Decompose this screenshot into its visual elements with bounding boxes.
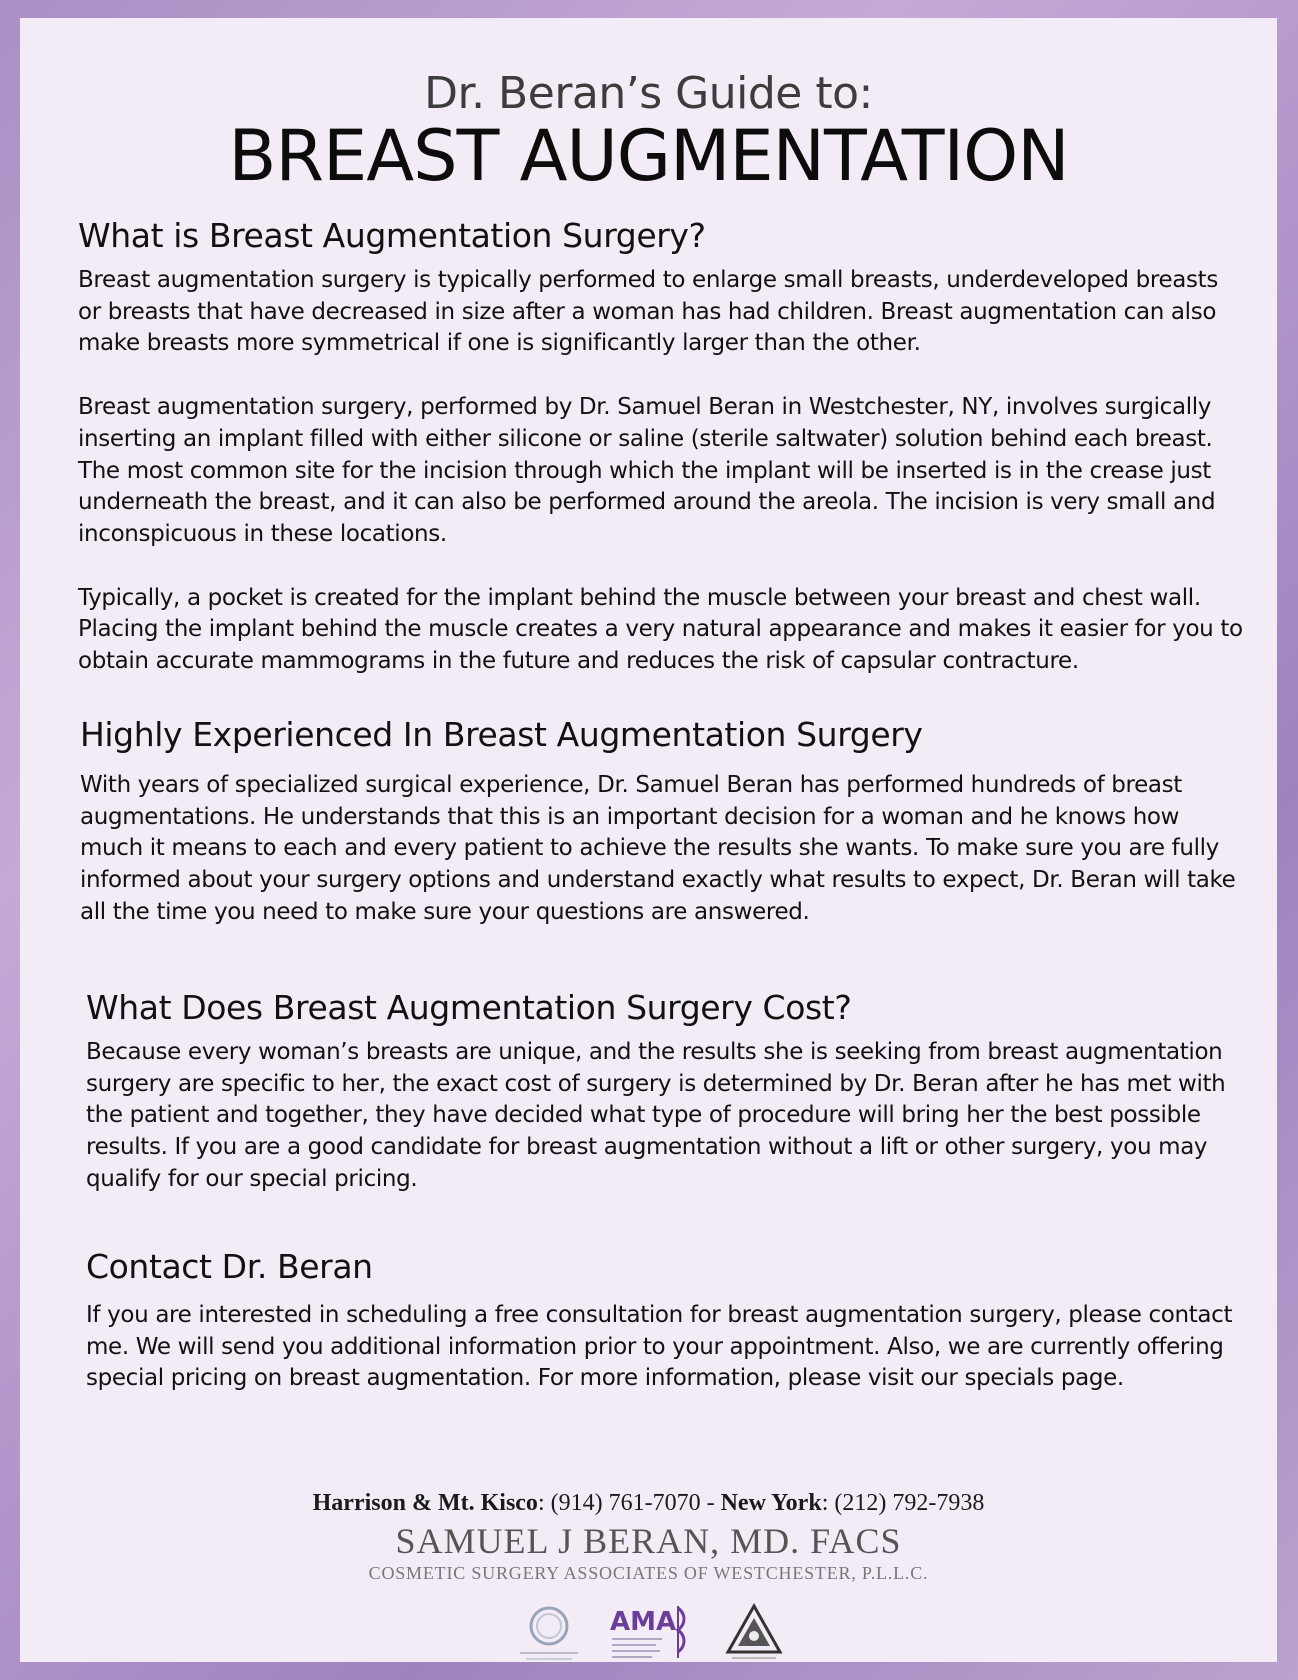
section-heading: What is Breast Augmentation Surgery? <box>78 216 706 255</box>
section-paragraph: If you are interested in scheduling a free consultation for breast augmentation surgery, please contact me. We will send you additional information prior to your appointment. Also, we are currently offering special pricing on breast augmentation. For more information, please visit our specials page. <box>86 1302 1233 1392</box>
circle-logo-icon <box>514 1602 584 1664</box>
document-page <box>20 18 1277 1662</box>
section-experience <box>80 715 1247 929</box>
section-heading: Contact Dr. Beran <box>86 1247 373 1286</box>
phone-new-york: : (212) 792-7938 <box>821 1490 985 1516</box>
section-paragraph: Because every woman’s breasts are unique, and the results she is seeking from breast augmentation surgery are specific to her, the exact cost of surgery is determined by Dr. Beran after he has met with the patient and together, they have decided what type of procedure will bring her the best possible results. If you are a good candidate for breast augmentation without a lift or other surgery, you may qualify for our special pricing. <box>86 1039 1226 1192</box>
page-title: BREAST AUGMENTATION <box>228 115 1069 198</box>
ama-logo <box>606 1602 702 1664</box>
section-paragraph: Breast augmentation surgery, performed by Dr. Samuel Beran in Westchester, NY, involves surgically inserting an implant filled with either silicone or saline (sterile saltwater) solution behind each breast. The most common site for the incision through which the implant will be inserted is in the crease just underneath the breast, and it can also be performed around the areola. The incision is very small and inconspicuous in these locations. <box>78 394 1216 547</box>
section-paragraph: Typically, a pocket is created for the implant behind the muscle between your breast and chest wall. Placing the implant behind the muscle creates a very natural appearance and makes it easier for you to obtain accurate mammograms in the future and reduces the risk of capsular contracture. <box>78 584 1243 675</box>
section-paragraph: With years of specialized surgical experience, Dr. Samuel Beran has performed hundreds of breast augmentations. He understands that this is an important decision for a woman and he knows how much it means to each and every patient to achieve the results she wants. To make sure you are fully informed about your surgery options and understand exactly what results to expect, Dr. Beran will take all the time you need to make sure your questions are answered. <box>80 772 1236 925</box>
location-new-york: New York <box>720 1490 822 1516</box>
section-cost <box>86 988 1247 1196</box>
practice-name: COSMETIC SURGERY ASSOCIATES OF WESTCHESTER, P.L.L.C. <box>368 1562 929 1583</box>
accreditation-logos <box>20 1594 1277 1664</box>
surgeon-name: SAMUEL J BERAN, MD. FACS <box>395 1521 902 1561</box>
phone-harrison: : (914) 761-7070 - <box>537 1490 721 1516</box>
section-heading: Highly Experienced In Breast Augmentation Surgery <box>80 715 923 754</box>
section-heading: What Does Breast Augmentation Surgery Cost? <box>86 988 852 1027</box>
guide-subtitle: Dr. Beran’s Guide to: <box>424 68 873 119</box>
document-header <box>20 18 1277 198</box>
document-footer <box>20 1490 1277 1664</box>
location-harrison: Harrison & Mt. Kisco <box>312 1490 538 1516</box>
triangle-seal-icon <box>724 1602 784 1664</box>
section-contact <box>86 1247 1247 1395</box>
ama-logo-text: AMA <box>609 1606 676 1637</box>
contact-phone-line <box>20 1490 1277 1517</box>
section-paragraph: Breast augmentation surgery is typically performed to enlarge small breasts, underdeveloped breasts or breasts that have decreased in size after a woman has had children. Breast augmentation can also make breasts more symmetrical if one is significantly larger than the other. <box>78 267 1218 357</box>
section-what-is <box>78 216 1247 678</box>
